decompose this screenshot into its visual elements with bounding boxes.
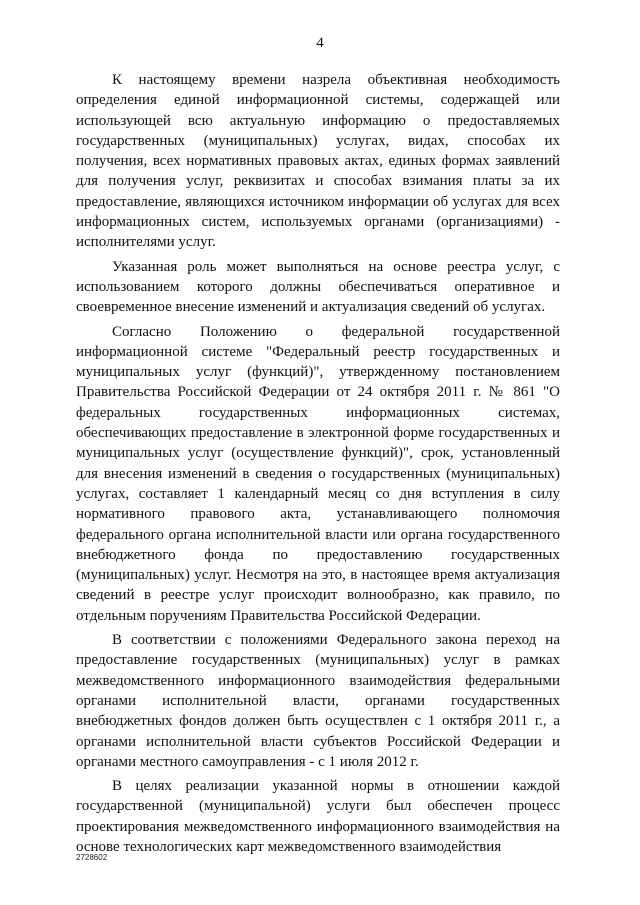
page-number: 4 [316, 35, 324, 51]
document-body [76, 70, 560, 857]
paragraph-1: К настоящему времени назрела объективная необходимость определения единой информационной системы, содержащей или использующей всю актуальную информацию о предоставляемых государственных (муниципальных) услугах, видах, способах их получения, всех нормативных правовых актах, единых формах заявлений для получения услуг, реквизитах и способах взимания платы за их предоставление, являющихся источником информации об услугах для всех информационных систем, используемых органами (организациями) - исполнителями услуг. [76, 72, 560, 251]
paragraph-4: В соответствии с положениями Федерального закона переход на предоставление государственных (муниципальных) услуг в рамках межведомственного информационного взаимодействия федеральными органами исполнительной власти, органами государственных внебюджетных фондов должен быть осуществлен с 1 октября 2011 г., а органами исполнительной власти субъектов Российской Федерации и органами местного самоуправления - с 1 июля 2012 г. [76, 632, 560, 770]
paragraph-5: В целях реализации указанной нормы в отношении каждой государственной (муниципальной) услуги был обеспечен процесс проектирования межведомственного информационного взаимодействия на основе технологических карт межведомственного взаимодействия [76, 778, 560, 855]
paragraph-3: Согласно Положению о федеральной государственной информационной системе "Федеральный реестр государственных и муниципальных услуг (функций)", утвержденному постановлением Правительства Российской Федерации от 24 октября 2011 г. № 861 "О федеральных государственных информационных системах, обеспечивающих предоставление в электронной форме государственных и муниципальных услуг (осуществление функций)", срок, установленный для внесения изменений в сведения о государственных (муниципальных) услугах, составляет 1 календарный месяц со дня вступления в силу нормативного правового акта, устанавливающего полномочия федерального органа исполнительной власти или органа государственного внебюджетного фонда по предоставлению государственных (муниципальных) услуг. Несмотря на это, в настоящее время актуализация сведений в реестре услуг происходит волнообразно, как правило, по отдельным поручениям Правительства Российской Федерации. [76, 323, 560, 624]
paragraph-2: Указанная роль может выполняться на основе реестра услуг, с использованием которого должны обеспечиваться оперативное и своевременное внесение изменений и актуализация сведений об услугах. [76, 258, 560, 316]
document-code: 2728602 [76, 853, 108, 862]
